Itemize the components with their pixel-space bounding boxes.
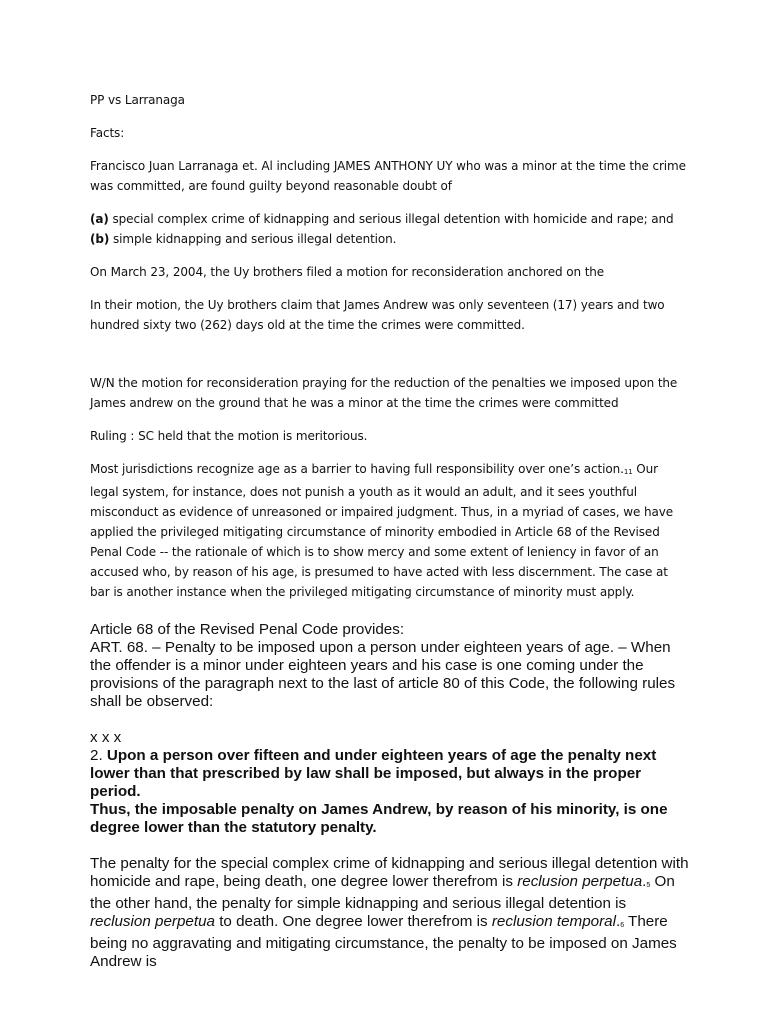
penalty-text-3: On the other hand, the penalty for simple kidnapping and serious illegal detention is <box>90 873 675 912</box>
doc-title: PP vs Larranaga <box>90 93 185 107</box>
penalty-italic-1: reclusion perpetua <box>517 873 643 890</box>
article-68-text: ART. 68. – Penalty to be imposed upon a person under eighteen years of age. – When the offender is a minor under eighteen years and his case is one coming under the provisions of the paragraph next to the last of article 80 of this Code, the following rules shall be observed: <box>90 639 676 710</box>
penalty-italic-3: reclusion temporal <box>491 913 616 930</box>
reasoning-text-2: Our legal system, for instance, does not punish a youth as it would an adult, and it sees youthful misconduct as evidence of unreasoned or impaired judgment. Thus, in a myriad of cases, we have applied the privileged mitigating circumstance of minority embodied in Article 68 of the Revised Penal Code -- the rationale of which is to show mercy and some extent of leniency in favor of an accused who, by reason of his age, is presumed to have acted with less discernment. The case at bar is another instance when the privileged mitigating circumstance of minority must apply. <box>90 462 673 599</box>
reasoning-paragraph <box>90 459 690 602</box>
penalty-text-4: to death. One degree lower therefrom is <box>214 913 492 930</box>
reasoning-text-1: Most jurisdictions recognize age as a barrier to having full responsibility over one’s action. <box>90 462 624 476</box>
list-item-a <box>90 209 690 229</box>
list-item-b <box>90 229 690 249</box>
penalty-paragraph <box>90 855 690 971</box>
rule-2-number: 2. <box>90 747 107 764</box>
rule-2 <box>90 747 690 801</box>
motion-paragraph: On March 23, 2004, the Uy brothers filed a motion for reconsideration anchored on the <box>90 265 605 279</box>
imposable-penalty-text: Thus, the imposable penalty on James Andrew, by reason of his minority, is one degree lower than the statutory penalty. <box>90 801 668 836</box>
claim-paragraph: In their motion, the Uy brothers claim that James Andrew was only seventeen (17) years and two hundred sixty two (262) days old at the time the crimes were committed. <box>90 298 665 332</box>
footnote-marker-6: 6 <box>620 922 625 929</box>
item-a-text: special complex crime of kidnapping and serious illegal detention with homicide and rape; and <box>108 212 674 226</box>
document-page <box>90 90 690 971</box>
crime-list <box>90 209 690 249</box>
penalty-text-6: There being no aggravating and mitigating circumstance, the penalty to be imposed on James Andrew is <box>90 913 677 970</box>
rule-2-text: Upon a person over fifteen and under eighteen years of age the penalty next lower than that prescribed by law shall be imposed, but always in the proper period. <box>90 747 657 800</box>
facts-heading: Facts: <box>90 126 125 140</box>
penalty-text-5: . <box>615 913 621 930</box>
facts-paragraph: Francisco Juan Larranaga et. Al including JAMES ANTHONY UY who was a minor at the time the crime was committed, are found guilty beyond reasonable doubt of <box>90 159 686 193</box>
omission-marker: x x x <box>90 729 122 746</box>
ruling-paragraph: Ruling : SC held that the motion is meritorious. <box>90 429 368 443</box>
item-a-label: (a) <box>90 212 109 226</box>
item-b-text: simple kidnapping and serious illegal detention. <box>109 232 397 246</box>
penalty-text-1: The penalty for the special complex crime of kidnapping and serious illegal detention with homicide and rape, being death, one degree lower therefrom is <box>90 855 689 890</box>
footnote-marker-5: 5 <box>646 882 651 889</box>
article-68-intro: Article 68 of the Revised Penal Code provides: <box>90 621 405 638</box>
item-b-label: (b) <box>90 232 110 246</box>
imposable-penalty-statement <box>90 801 690 837</box>
penalty-italic-2: reclusion perpetua <box>90 913 215 930</box>
footnote-marker: 11 <box>623 468 633 476</box>
penalty-text-2: . <box>642 873 647 890</box>
issue-paragraph: W/N the motion for reconsideration praying for the reduction of the penalties we imposed upon the James andrew on the ground that he was a minor at the time the crimes were committed <box>90 376 678 410</box>
